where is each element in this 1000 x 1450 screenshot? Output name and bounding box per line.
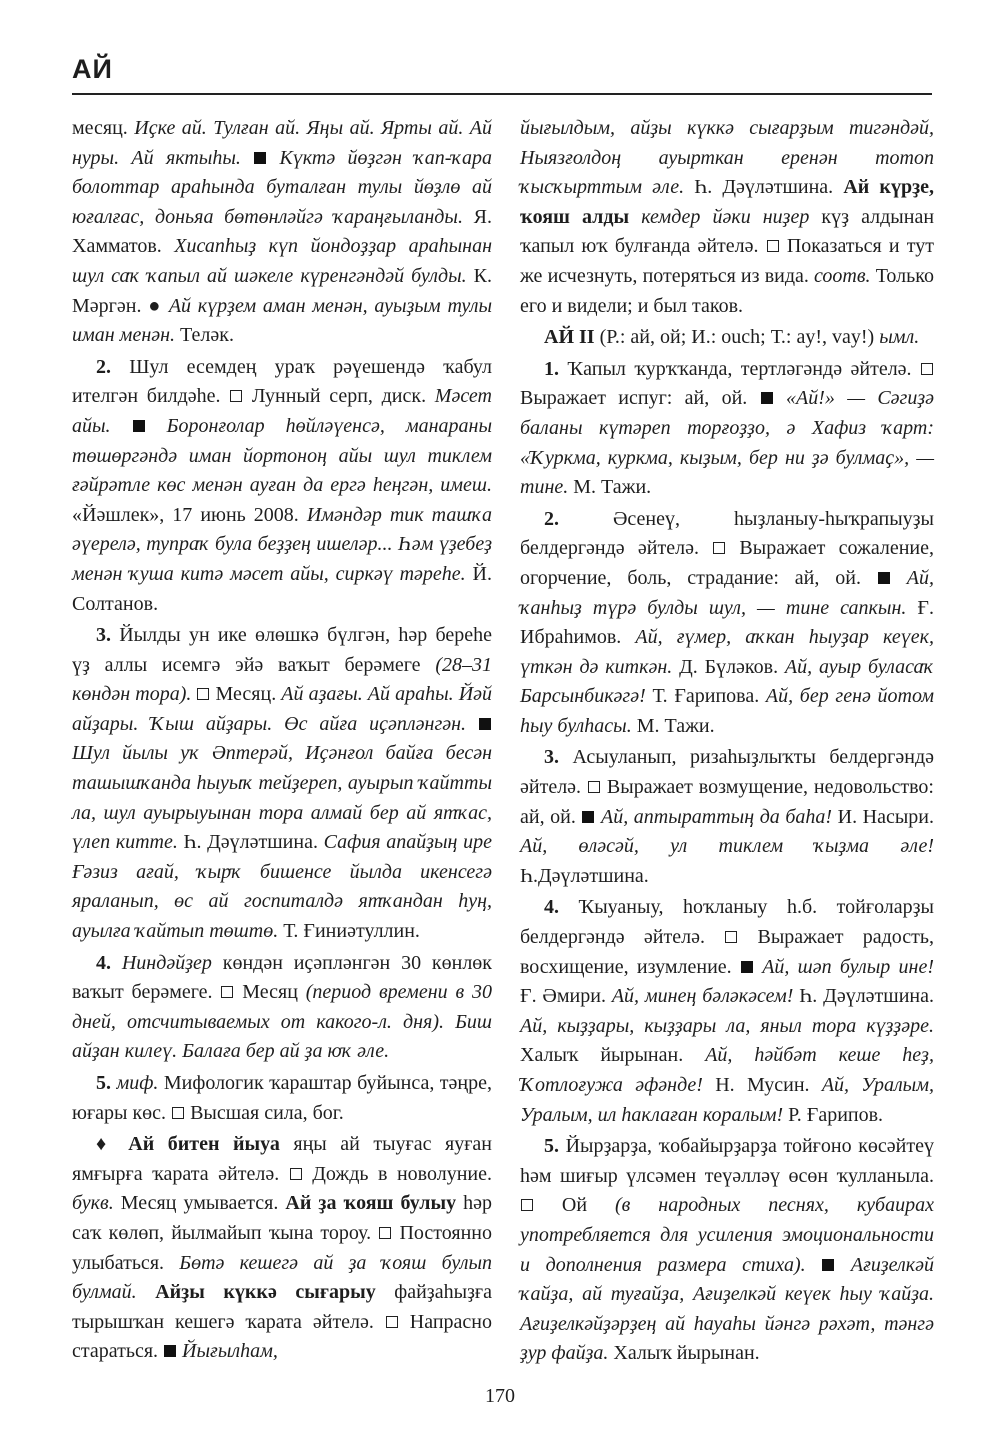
entry-paragraph: 1. Ҡапыл ҡурҡҡанда, тертләгәндә әйтелә. Выражает испуг: ай, ой. «Ай!» — Сәгиҙә баланы күтәреп торғоҙҙо, ә Хафиз ҡарт: «Ҡуркма, куркма, кыҙым, бер ни ҙә булмаҫ», — тине. М. Тажи.	[520, 357, 935, 499]
header-rule	[72, 93, 932, 95]
entry-paragraph: 4. Ҡыуаныу, һоҡланыу һ.б. тойғоларҙы белдергәндә әйтелә. Выражает радость, восхищение, изумление. Ай, шәп булыр ине! Ғ. Әмири. Ай, минең бәләкәсем! Һ. Дәүләтшина. Ай, кыҙҙары, кыҙҙары ла, яныл тора күҙҙәре. Халыҡ йырынан. Ай, һәйбәт кеше һеҙ, Ҡотлоғужа әфәнде! Н. Мусин. Ай, Уралым, Уралым, ил һаклаған коралым! Р. Ғарипов.	[520, 896, 935, 1126]
entry-paragraph: 2. Шул есемдең ураҡ рәүешендә ҡабул ителгән билдәһе. Лунный серп, диск. Мәсет айы. Боронғолар һөйләүенсә, манараны төшөргәндә иман йортоноң айы шул тиклем ғәйрәтле көс менән ауған да ергә һеңгән, имеш. «Йәшлек», 17 июнь 2008. Имәндәр тик ташҡа әүерелә, тупраҡ була беҙҙең ишеләр... Һәм үҙебеҙ менән ҡуша китә мәсет айы, сиркәү тәреһе. Й. Солтанов.	[72, 355, 493, 615]
entry-paragraph: йығылдым, айҙы күккә сығарҙым тигәндәй, Ныязғолдоң ауырткан еренән тотоп ҡысҡырттым әле. Һ. Дәүләтшина. Ай күрҙе, ҡояш алды кемдер йәки ниҙер күҙ алдынан ҡапыл юҡ булғанда әйтелә. Показаться и тут же исчезнуть, потеряться из вида. соотв. Только его и видели; и был таков.	[520, 117, 935, 317]
page-number: 170	[485, 1385, 515, 1407]
running-head: АЙ	[72, 54, 113, 84]
entry-paragraph: 5. миф. Мифологик ҡараштар буйынса, тәңре, юғары көс. Высшая сила, бог.	[72, 1072, 493, 1124]
idiom-paragraph: ♦ Ай битен йыуа яңы ай тыуғас яуған ямғырға ҡарата әйтелә. Дождь в новолуние. букв. Месяц умывается. Ай ҙа ҡояш булыу һәр саҡ көлөп, йылмайып ҡына тороу. Постоянно улыбаться. Бөтә кешегә ай ҙа ҡояш булып булмай. Айҙы күккә сығарыу файҙаһыҙға тырышҡан кешегә ҡарата әйтелә. Напрасно стараться. Йығылһам,	[72, 1133, 493, 1363]
entry-paragraph: 2. Әсенеү, һыҙланыу-һыҡрапыуҙы белдергәндә әйтелә. Выражает сожаление, огорчение, боль, страдание: ай, ой. Ай, ҡанһыҙ түрә булды шул, — тине сапкын. Ғ. Ибраһимов. Ай, ғүмер, аҡкан һыуҙар кеүек, үткән дә киткән. Д. Бүләков. Ай, ауыр буласаҡ Барсынбикәгә! Т. Ғарипова. Ай, бер генә йотом һыу булһасы. М. Тажи.	[520, 507, 935, 737]
entry-paragraph: 5. Йырҙарҙа, ҡобайырҙарҙа тойғоно көсәйтеү һәм шиғыр үлсәмен теүәлләү өсөн ҡулланыла. Ой (в народных песнях, кубаирах употребляется для усиления эмоциональности и дополнения размера стиха). Ағиҙелкәй ҡайҙа, ай туғайҙа, Ағиҙелкәй кеүек һыу ҡайҙа. Ағиҙелкәйҙәрҙең ай һауаһы йәнгә рәхәт, тәнгә ҙур файҙа. Халыҡ йырынан.	[520, 1135, 935, 1365]
entry-paragraph: 3. Асыуланып, ризаһыҙлыҡты белдергәндә әйтелә. Выражает возмущение, недовольство: ай, ой. Ай, аптыраттың да баһа! И. Насыри. Ай, өләсәй, ул тиклем ҡыҙма әле! Һ.Дәүләтшина.	[520, 746, 935, 887]
entry-paragraph: 4. Ниндәйҙер көндән иҫәпләнгән 30 көнлөк ваҡыт берәмеге. Месяц (период времени в 30 дней, отсчитываемых от какого-л. дня). Биш айҙан килеү. Балаға бер ай ҙа юҡ әле.	[72, 951, 493, 1063]
left-column	[72, 114, 492, 1367]
right-column	[520, 114, 934, 1369]
entry-paragraph: месяц. Иҫке ай. Тулған ай. Яңы ай. Ярты ай. Ай нуры. Ай яктыһы. Күктә йөҙгән ҡап-ҡара болоттар араһында буталған тулы йөҙлө ай юғалғас, доньяа бөтөнләйгә ҡараңғыланды. Я. Хамматов. Хисапһыҙ күп йондоҙҙар араһынан шул саҡ ҡапыл ай шәкеле күренгәндәй булды. К. Мәргән. ● Ай күрҙем аман менән, ауыҙым тулы иман менән. Теләк.	[72, 117, 493, 347]
headword-paragraph: АЙ II (Р.: ай, ой; И.: ouch; Т.: ay!, vay!) ымл.	[544, 326, 920, 349]
entry-paragraph: 3. Йылды ун ике өлөшкә бүлгән, һәр береһе үҙ аллы исемгә эйә ваҡыт берәмеге (28–31 көндән тора). Месяц. Ай аҙағы. Ай араһы. Йәй айҙары. Ҡыш айҙары. Өс айға иҫәпләнгән. Шул йылы уҡ Әптерәй, Иҫәнғол байға бесән ташышҡанда һыуыҡ тейҙереп, ауырып ҡайтты ла, шул ауырыуынан тора алмай бер ай ятҡас, үлеп китте. Һ. Дәүләтшина. Сафия апайҙың ире Ғәзиз ағай, ҡырҡ бишенсе йылда икенсегә яраланып, өс ай госпиталдә ятҡандан һуң, ауылға ҡайтып төштө. Т. Ғиниәтуллин.	[72, 624, 493, 943]
